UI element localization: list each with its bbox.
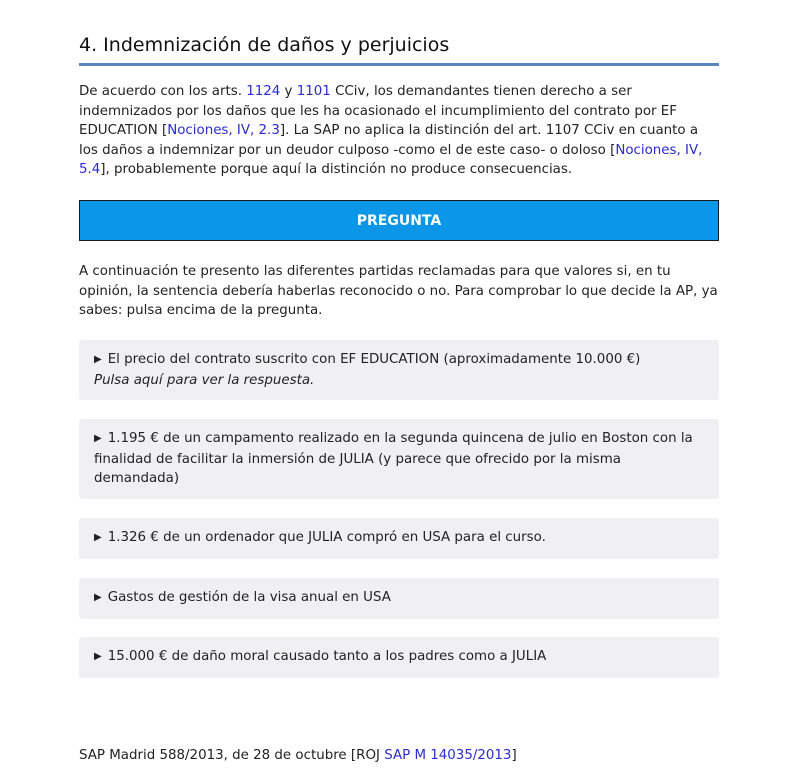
instructions-paragraph: A continuación te presento las diferentes partidas reclamadas para que valores si, en tu opinión, la sentencia debería haberlas reconocido o no. Para comprobar lo que decide la AP, ya sabes: pulsa encima de la pregunta.: [79, 264, 718, 318]
link-art-1101[interactable]: 1101: [296, 84, 331, 99]
intro-text-1: De acuerdo con los arts.: [79, 84, 247, 99]
section-heading: 4. Indemnización de daños y perjuicios: [79, 33, 719, 66]
intro-text-4: ]. La SAP no aplica la distinción del art. 1107 CCiv en cuanto a los daños a indemnizar por un deudor culposo -como el de este caso- o doloso [: [79, 123, 699, 158]
question-toggle-4[interactable]: [79, 578, 719, 619]
intro-text-3: CCiv, los demandantes tienen derecho a ser indemnizados por los daños que les ha ocasionado el incumplimiento del contrato por EF EDUCATION [: [79, 84, 677, 138]
expand-arrow-icon: ▶: [94, 592, 102, 603]
link-nociones-iv-5-4[interactable]: Nociones, IV, 5.4: [79, 142, 703, 177]
pregunta-banner: [79, 200, 719, 241]
citation-text-2: ]: [511, 748, 517, 763]
link-art-1124[interactable]: 1124: [246, 84, 281, 99]
question-toggle-3[interactable]: [79, 518, 719, 559]
question-text: 1.326 € de un ordenador que JULIA compró en USA para el curso.: [107, 530, 546, 545]
citation-text-1: SAP Madrid 588/2013, de 28 de octubre [ROJ: [79, 748, 385, 763]
question-text: 15.000 € de daño moral causado tanto a los padres como a JULIA: [107, 649, 547, 664]
pregunta-banner-label: PREGUNTA: [356, 212, 442, 229]
question-text: El precio del contrato suscrito con EF EDUCATION (aproximadamente 10.000 €): [107, 352, 641, 367]
link-nociones-iv-2-3[interactable]: Nociones, IV, 2.3: [167, 123, 280, 138]
question-text: 1.195 € de un campamento realizado en la segunda quincena de julio en Boston con la finalidad de facilitar la inmersión de JULIA (y parece que ofrecido por la misma demandada): [94, 431, 693, 486]
intro-text-2: y: [280, 84, 297, 99]
expand-arrow-icon: ▶: [94, 651, 102, 662]
expand-arrow-icon: ▶: [94, 433, 102, 444]
intro-text-5: ], probablemente porque aquí la distinción no produce consecuencias.: [100, 162, 573, 177]
question-text: Gastos de gestión de la visa anual en USA: [107, 590, 391, 605]
question-toggle-5[interactable]: [79, 637, 719, 678]
expand-arrow-icon: ▶: [94, 532, 102, 543]
expand-arrow-icon: ▶: [94, 354, 102, 365]
question-toggle-2[interactable]: [79, 419, 719, 499]
question-toggle-1[interactable]: [79, 340, 719, 400]
source-citation: [79, 746, 719, 766]
link-roj-sap-m-14035-2013[interactable]: SAP M 14035/2013: [384, 748, 512, 763]
question-hint: Pulsa aquí para ver la respuesta.: [94, 372, 315, 388]
intro-paragraph: [79, 82, 719, 180]
